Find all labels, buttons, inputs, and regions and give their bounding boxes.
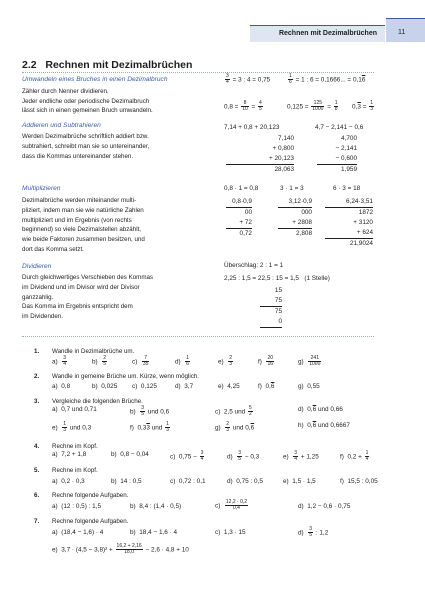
ex6-b: b) 8,4 : (1,4 · 0,5) [130,503,182,510]
ex5-item: a) 0,2 · 0,3 [52,478,85,485]
running-header-title: Rechnen mit Dezimalbrüchen [278,30,377,37]
mult-column-3: 6,24·3,51 1872 + 3120 + 624 21,9024 [325,197,373,249]
add-column-1: 7,140 + 0,800 + 20,123 28,063 [226,134,294,175]
section-title-text: Rechnen mit Dezimalbrüchen [45,59,193,71]
ex3-b: b) $\frac{3}{5}$ und 0,6 [130,405,170,418]
ex6-d: d) 1,2 − 0,6 · 0,75 [298,503,351,510]
convert-text-2: Jeder endliche oder periodische Dezimalbruch [22,98,150,105]
ex2-item: b) 0,025 [92,383,118,390]
add-column-2: 4,700 − 2,141 − 0,600 1,959 [317,134,357,175]
ex3-h: h) 0,6 und 0,6667 [298,422,350,429]
ex7-e: e) 3,7 · (4,5 − 3,8)² + $\frac{16,2 + 2,16}{18,0}$ − 2,6 · 4,8 + 10 [52,543,189,556]
ex4-a: a) 7,2 + 1,8 [52,451,87,458]
div-heading: Dividieren [22,263,52,270]
add-text-2: subtrahiert, schreibt man sie so untereinander, [22,143,150,150]
mult-estimate-1: 0,8 · 1 = 0,8 [224,185,259,192]
page-number: 11 [398,29,406,36]
ex3-c: c) 2,5 und $\frac{5}{2}$ [215,405,252,418]
ex6-a: a) (12 : 0,5) : 1,5 [52,503,102,510]
div-steps: 15 75 75 0 [260,286,282,328]
mult-estimate-2: 3 · 1 = 3 [280,185,304,192]
page-number-box [386,18,425,42]
ex2-item: c) 0,125 [132,383,157,390]
ex5-item: b) 14 : 0,5 [111,478,142,485]
ex5-item: e) 1,5 · 1,5 [283,478,316,485]
ex7-a: a) (18,4 − 1,6) · 4 [52,529,104,536]
exercise-number: 3. [34,398,40,405]
ex5-item: f) 15,5 : 0,05 [340,478,378,485]
convert-back-1: 0,8 = $\frac{8}{10}$ = $\frac{4}{5}$ [224,100,262,113]
ex1-item: b) $\frac{2}{5}$ [92,355,107,368]
convert-example-1: $\frac{3}{4}$ = 3 : 4 = 0,75 [226,73,271,86]
ex4-b: b) 0,8 − 0,04 [111,451,149,458]
section-title [22,58,192,72]
ex3-a: a) 0,7 und 0,71 [52,406,97,413]
ex1-item: d) $\frac{1}{6}$ [175,355,190,368]
mult-text: Dezimalbrüche werden miteinander multi- pliziert, indem man sie wie natürliche Zahlen multipliziert und im Ergebnis (von rechts beginnend) so viele Dezimalstellen abzählt, wie beide Faktoren zusammen besitzen, und dort das Komma setzt. [22,197,145,253]
ex2-item: d) 3,7 [175,383,194,390]
ex4-d: d) $\frac{3}{5}$ − 0,3 [227,450,260,463]
exercise-number: 2. [34,373,40,380]
ex4-f: f) 0,2 + $\frac{1}{4}$ [340,450,369,463]
ex2-item: a) 0,8 [52,383,71,390]
ex7-b: b) 18,4 − 1,6 · 4 [130,529,178,536]
ex6-c: c) $\frac{12,2 \cdot 0,2}{0,4}$ [215,499,248,512]
ex3-d: d) 0,6 und 0,66 [298,406,343,413]
ex1-item: f) $\frac{20}{16}$ [258,355,274,368]
ex1-item: a) $\frac{3}{4}$ [52,355,67,368]
exercise-number: 5. [34,467,40,474]
divider [22,336,374,337]
divider [22,72,374,73]
running-header [250,25,385,42]
exercise-instruction: Wandle in gemeine Brüche um. Kürze, wenn möglich. [52,373,199,380]
add-text-1: Werden Dezimalbrüche schriftlich addiert bzw. [22,133,149,140]
convert-heading: Umwandeln eines Bruches in einen Dezimalbruch [22,76,168,83]
div-estimate: Überschlag: 2 : 1 = 1 [224,262,284,269]
ex5-item: d) 0,75 : 0,5 [227,478,263,485]
ex5-item: c) 0,72 : 0,1 [170,478,206,485]
ex1-item: c) $\frac{7}{35}$ [132,355,149,368]
add-equation-1: 7,14 + 0,8 + 20,123 [224,124,280,131]
add-heading: Addieren und Subtrahieren [22,122,101,129]
exercise-instruction: Rechne folgende Aufgaben. [52,518,129,525]
convert-example-2: $\frac{1}{6}$ = 1 : 6 = 0,1666... = 0,16 [289,73,366,86]
exercise-instruction: Rechne folgende Aufgaben. [52,492,129,499]
ex7-c: c) 1,3 · 15 [215,529,246,536]
mult-estimate-3: 6 · 3 = 18 [333,185,361,192]
exercise-instruction: Rechne im Kopf. [52,467,98,474]
mult-column-1: 0,8·0,9 00 + 72 0,72 [226,197,252,239]
ex2-item: g) 0,55 [298,383,320,390]
exercise-instruction: Vergleiche die folgenden Brüche. [52,398,143,405]
ex4-e: e) $\frac{3}{4}$ + 1,25 [283,450,319,463]
exercise-number: 7. [34,518,40,525]
mult-column-2: 3,12·0,9 000 + 2808 2,808 [278,197,312,239]
convert-text-3: lässt sich in einen gemeinen Bruch umwandeln. [22,107,153,114]
convert-back-2: 0,125 = $\frac{125}{1000}$ = $\frac{1}{8}$ [287,100,338,113]
convert-back-3: 0,3 = $\frac{1}{3}$ [352,100,373,113]
convert-text-1: Zähler durch Nenner dividieren. [22,88,109,95]
ex2-item: f) 0,6 [258,383,275,390]
exercise-instruction: Wandle in Dezimalbrüche um. [52,348,135,355]
ex1-item: g) $\frac{241}{1000}$ [298,355,321,368]
ex3-g: g) $\frac{2}{3}$ und 0,6 [215,421,255,434]
section-number: 2.2 [22,59,37,71]
ex7-d: d) $\frac{3}{5}$ : 1,2 [298,526,329,539]
ex4-c: c) 0,75 − $\frac{3}{4}$ [170,450,204,463]
div-calc: 2,25 : 1,5 = 22,5 : 15 = 1,5 (1 Stelle) [224,275,330,282]
exercise-instruction: Rechne im Kopf. [52,443,98,450]
exercise-number: 1. [34,348,40,355]
add-text-3: dass die Kommas untereinander stehen. [22,153,134,160]
mult-heading: Multiplizieren [22,185,61,192]
ex2-item: e) 4,25 [218,383,240,390]
ex1-item: e) $\frac{2}{3}$ [218,355,233,368]
ex3-e: e) $\frac{1}{3}$ und 0,3 [52,421,92,434]
exercise-number: 4. [34,443,40,450]
div-text: Durch gleichwertiges Verschieben des Kommas im Dividend und im Divisor wird der Divisor ganzzahlig. Das Komma im Ergebnis entspricht dem im Dividenden. [22,274,154,321]
ex3-f: f) 0,33 und $\frac{1}{3}$ [130,421,169,434]
exercise-number: 6. [34,492,40,499]
add-equation-2: 4,7 − 2,141 − 0,6 [315,124,364,131]
